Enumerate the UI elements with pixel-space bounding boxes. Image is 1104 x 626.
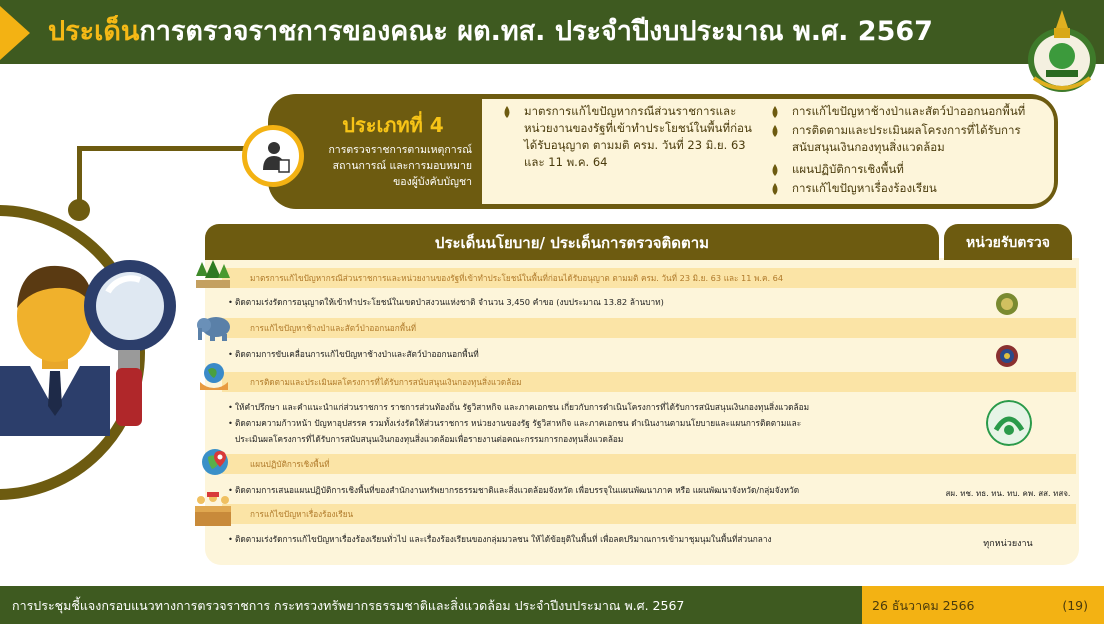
drop-bullet-icon bbox=[770, 106, 780, 118]
agency-seal-icon bbox=[995, 344, 1019, 368]
topic-line: แผนปฏิบัติการเชิงพื้นที่ bbox=[792, 162, 904, 176]
connector-line bbox=[77, 146, 267, 151]
list-item: • ติดตามการขับเคลื่อนการแก้ไขปัญหาช้างป่าและสัตว์ป่าออกนอกพื้นที่ bbox=[228, 349, 479, 359]
footer-bar: การประชุมชี้แจงกรอบแนวทางการตรวจราชการ กระทรวงทรัพยากรธรรมชาติและสิ่งแวดล้อม ประจำปีงบประมาณ พ.ศ. 2567 bbox=[0, 586, 862, 624]
item-text: ติดตามเร่งรัดการแก้ไขปัญหาเรื่องร้องเรียนทั่วไป และเรื่องร้องเรียนของกลุ่มมวลชน ให้ได้ข้อยุติในพื้นที่ เพื่อลดปริมาณการเข้ามาชุมนุมในพื้นที่ส่วนกลาง bbox=[235, 534, 772, 544]
list-item-continuation bbox=[235, 432, 623, 447]
category-band: การแก้ไขปัญหาช้างป่าและสัตว์ป่าออกนอกพื้นที่ bbox=[222, 318, 1076, 338]
item-text: ติดตามความก้าวหน้า ปัญหาอุปสรรค รวมทั้งเร่งรัดให้ส่วนราชการ หน่วยงานของรัฐ รัฐวิสาหกิจ และภาคเอกชน ดำเนินงานตามนโยบายและแผนการติดตามและ bbox=[235, 418, 802, 428]
drop-bullet-icon bbox=[770, 164, 780, 176]
map-pin-icon bbox=[200, 447, 230, 479]
connector-dot bbox=[68, 199, 90, 221]
complaint-icon bbox=[193, 492, 233, 528]
topic-bullet bbox=[524, 103, 752, 171]
footer-info bbox=[862, 586, 1104, 624]
topic-bullet bbox=[792, 161, 904, 178]
inspector-icon bbox=[253, 136, 295, 178]
table-header: ประเด็นนโยบาย/ ประเด็นการตรวจติดตาม bbox=[205, 224, 939, 260]
topic-line: และ 11 พ.ค. 64 bbox=[524, 155, 608, 169]
topic-line: การติดตามและประเมินผลโครงการที่ได้รับการ bbox=[792, 123, 1021, 137]
category-band: แผนปฏิบัติการเชิงพื้นที่ bbox=[222, 454, 1076, 474]
topic-bullet bbox=[792, 122, 1021, 156]
topic-line: ได้รับอนุญาต ตามมติ ครม. วันที่ 23 มิ.ย. 63 bbox=[524, 138, 746, 152]
page-title-accent: ประเด็น bbox=[48, 16, 140, 47]
footer-date: 26 ธันวาคม 2566 bbox=[872, 598, 975, 613]
type-desc-line: การตรวจราชการตามเหตุการณ์ bbox=[328, 144, 472, 156]
item-text: ประเมินผลโครงการที่ได้รับการสนับสนุนเงินกองทุนสิ่งแวดล้อมเพื่อรายงานต่อคณะกรรมการกองทุนสิ่งแวดล้อม bbox=[235, 434, 624, 444]
topic-line: สนับสนุนเงินกองทุนสิ่งแวดล้อม bbox=[792, 140, 945, 154]
agency-seal-icon bbox=[995, 292, 1019, 316]
unit-list: สผ. ทช. ทธ. ทน. ทบ. คพ. สส. ทสจ. bbox=[945, 489, 1071, 498]
connector-line bbox=[77, 146, 82, 204]
ministry-logo bbox=[1026, 8, 1098, 94]
category-band: มาตรการแก้ไขปัญหากรณีส่วนราชการและหน่วยงานของรัฐที่เข้าทำประโยชน์ในพื้นที่ก่อนได้รับอนุญาต ตามมติ ครม. วันที่ 23 มิ.ย. 63 และ 11 พ.ค. 64 bbox=[222, 268, 1076, 288]
page-title bbox=[48, 10, 933, 54]
topic-line: มาตรการแก้ไขปัญหากรณีส่วนราชการและ bbox=[524, 104, 737, 118]
list-item: • ติดตามการเสนอแผนปฏิบัติการเชิงพื้นที่ของสำนักงานทรัพยากรธรรมชาติและสิ่งแวดล้อมจังหวัด เพื่อบรรจุในแผนพัฒนาภาค หรือ แผนพัฒนาจังหวัด/กลุ่มจังหวัด bbox=[228, 485, 800, 495]
type-description bbox=[306, 142, 472, 190]
globe-hands-icon bbox=[198, 360, 230, 392]
page-title-rest: การตรวจราชการของคณะ ผต.ทส. ประจำปีงบประมาณ พ.ศ. 2567 bbox=[139, 16, 933, 47]
page-number: (19) bbox=[1062, 598, 1088, 613]
topic-line: หน่วยงานของรัฐที่เข้าทำประโยชน์ในพื้นที่ก่อน bbox=[524, 121, 752, 135]
list-item: • ติดตามความก้าวหน้า ปัญหาอุปสรรค รวมทั้งเร่งรัดให้ส่วนราชการ หน่วยงานของรัฐ รัฐวิสาหกิจ และภาคเอกชน ดำเนินงานตามนโยบายและแผนการติดตามและ bbox=[228, 418, 802, 428]
type-desc-line: สถานการณ์ และการมอบหมาย bbox=[332, 160, 472, 172]
elephant-icon bbox=[196, 314, 234, 342]
drop-bullet-icon bbox=[770, 183, 780, 195]
topic-line: การแก้ไขปัญหาช้างป่าและสัตว์ป่าออกนอกพื้นที่ bbox=[792, 104, 1026, 118]
topic-line: การแก้ไขปัญหาเรื่องร้องเรียน bbox=[792, 181, 937, 195]
forest-icon bbox=[194, 260, 232, 290]
list-item: • ติดตามเร่งรัดการอนุญาตให้เข้าทำประโยชน์ในเขตป่าสงวนแห่งชาติ จำนวน 3,450 คำขอ (งบประมาณ 13.82 ล้านบาท) bbox=[228, 297, 664, 307]
unit-header: หน่วยรับตรวจ bbox=[944, 224, 1072, 260]
drop-bullet-icon bbox=[502, 106, 512, 118]
header-arrow bbox=[0, 6, 30, 60]
item-text: ให้คำปรึกษา และคำแนะนำแก่ส่วนราชการ ราชการส่วนท้องถิ่น รัฐวิสาหกิจ และภาคเอกชน เกี่ยวกับการดำเนินโครงการที่ได้รับการสนับสนุนเงินกองทุนสิ่งแวดล้อม bbox=[235, 402, 810, 412]
item-text: ติดตามเร่งรัดการอนุญาตให้เข้าทำประโยชน์ในเขตป่าสงวนแห่งชาติ จำนวน 3,450 คำขอ (งบประมาณ 13.82 ล้านบาท) bbox=[235, 297, 664, 307]
category-band: การแก้ไขปัญหาเรื่องร้องเรียน bbox=[222, 504, 1076, 524]
type-desc-line: ของผู้บังคับบัญชา bbox=[393, 176, 472, 188]
item-text: ติดตามการขับเคลื่อนการแก้ไขปัญหาช้างป่าและสัตว์ป่าออกนอกพื้นที่ bbox=[235, 349, 479, 359]
list-item: • ติดตามเร่งรัดการแก้ไขปัญหาเรื่องร้องเรียนทั่วไป และเรื่องร้องเรียนของกลุ่มมวลชน ให้ได้ข้อยุติในพื้นที่ เพื่อลดปริมาณการเข้ามาชุมนุมในพื้นที่ส่วนกลาง bbox=[228, 534, 772, 544]
type-badge bbox=[242, 125, 304, 187]
topic-bullet bbox=[792, 103, 1025, 120]
unit-all: ทุกหน่วยงาน bbox=[983, 539, 1033, 549]
inspector-illustration bbox=[0, 246, 185, 436]
item-text: ติดตามการเสนอแผนปฏิบัติการเชิงพื้นที่ของสำนักงานทรัพยากรธรรมชาติและสิ่งแวดล้อมจังหวัด เพื่อบรรจุในแผนพัฒนาภาค หรือ แผนพัฒนาจังหวัด/กลุ่มจังหวัด bbox=[235, 485, 800, 495]
category-band: การติดตามและประเมินผลโครงการที่ได้รับการสนับสนุนเงินกองทุนสิ่งแวดล้อม bbox=[222, 372, 1076, 392]
environment-fund-logo bbox=[986, 400, 1032, 446]
topic-bullet bbox=[792, 180, 937, 197]
list-item: • ให้คำปรึกษา และคำแนะนำแก่ส่วนราชการ ราชการส่วนท้องถิ่น รัฐวิสาหกิจ และภาคเอกชน เกี่ยวกับการดำเนินโครงการที่ได้รับการสนับสนุนเงินกองทุนสิ่งแวดล้อม bbox=[228, 402, 810, 412]
drop-bullet-icon bbox=[770, 125, 780, 137]
type-title: ประเภทที่ 4 bbox=[342, 113, 444, 137]
